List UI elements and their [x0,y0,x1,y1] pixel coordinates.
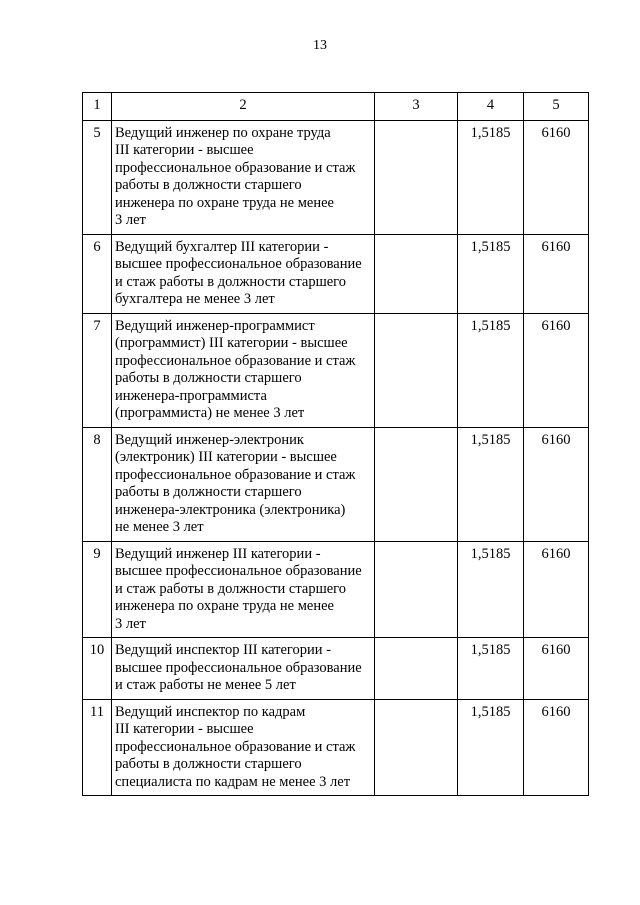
salary-cell: 6160 [524,699,589,796]
header-cell-3: 3 [375,93,458,121]
row-number-cell: 5 [83,120,112,234]
column-3-cell [375,699,458,796]
qualification-table [82,92,589,796]
coefficient-cell: 1,5185 [458,427,524,541]
page-number: 13 [313,38,327,53]
row-number-cell: 6 [83,234,112,313]
coefficient-cell: 1,5185 [458,541,524,638]
table-row [83,234,589,313]
row-number-cell: 11 [83,699,112,796]
position-description-cell: Ведущий инженер по охране труда III категории - высшее профессиональное образование и стаж работы в должности старшего инженера по охране труда не менее 3 лет [112,120,375,234]
position-description-cell: Ведущий бухгалтер III категории - высшее профессиональное образование и стаж работы в должности старшего бухгалтера не менее 3 лет [112,234,375,313]
position-description-cell: Ведущий инженер-электроник (электроник) III категории - высшее профессиональное образование и стаж работы в должности старшего инженера-электроника (электроника) не менее 3 лет [112,427,375,541]
column-3-cell [375,234,458,313]
row-number-cell: 9 [83,541,112,638]
header-cell-5: 5 [524,93,589,121]
row-number-cell: 7 [83,313,112,427]
header-cell-1: 1 [83,93,112,121]
coefficient-cell: 1,5185 [458,234,524,313]
column-3-cell [375,120,458,234]
salary-cell: 6160 [524,120,589,234]
table-body [83,93,589,796]
coefficient-cell: 1,5185 [458,120,524,234]
column-3-cell [375,313,458,427]
column-3-cell [375,427,458,541]
position-description-cell: Ведущий инспектор по кадрам III категории - высшее профессиональное образование и стаж работы в должности старшего специалиста по кадрам не менее 3 лет [112,699,375,796]
header-cell-2: 2 [112,93,375,121]
salary-cell: 6160 [524,541,589,638]
row-number-cell: 10 [83,638,112,700]
table-row [83,313,589,427]
table-header-row [83,93,589,121]
position-description-cell: Ведущий инженер-программист (программист) III категории - высшее профессиональное образование и стаж работы в должности старшего инженера-программиста (программиста) не менее 3 лет [112,313,375,427]
table-row [83,638,589,700]
salary-cell: 6160 [524,313,589,427]
table-row [83,427,589,541]
table-row [83,699,589,796]
table-row [83,541,589,638]
coefficient-cell: 1,5185 [458,699,524,796]
column-3-cell [375,541,458,638]
salary-cell: 6160 [524,638,589,700]
salary-cell: 6160 [524,427,589,541]
salary-cell: 6160 [524,234,589,313]
coefficient-cell: 1,5185 [458,638,524,700]
table-row [83,120,589,234]
row-number-cell: 8 [83,427,112,541]
coefficient-cell: 1,5185 [458,313,524,427]
column-3-cell [375,638,458,700]
header-cell-4: 4 [458,93,524,121]
position-description-cell: Ведущий инспектор III категории - высшее профессиональное образование и стаж работы не менее 5 лет [112,638,375,700]
position-description-cell: Ведущий инженер III категории - высшее профессиональное образование и стаж работы в должности старшего инженера по охране труда не менее 3 лет [112,541,375,638]
